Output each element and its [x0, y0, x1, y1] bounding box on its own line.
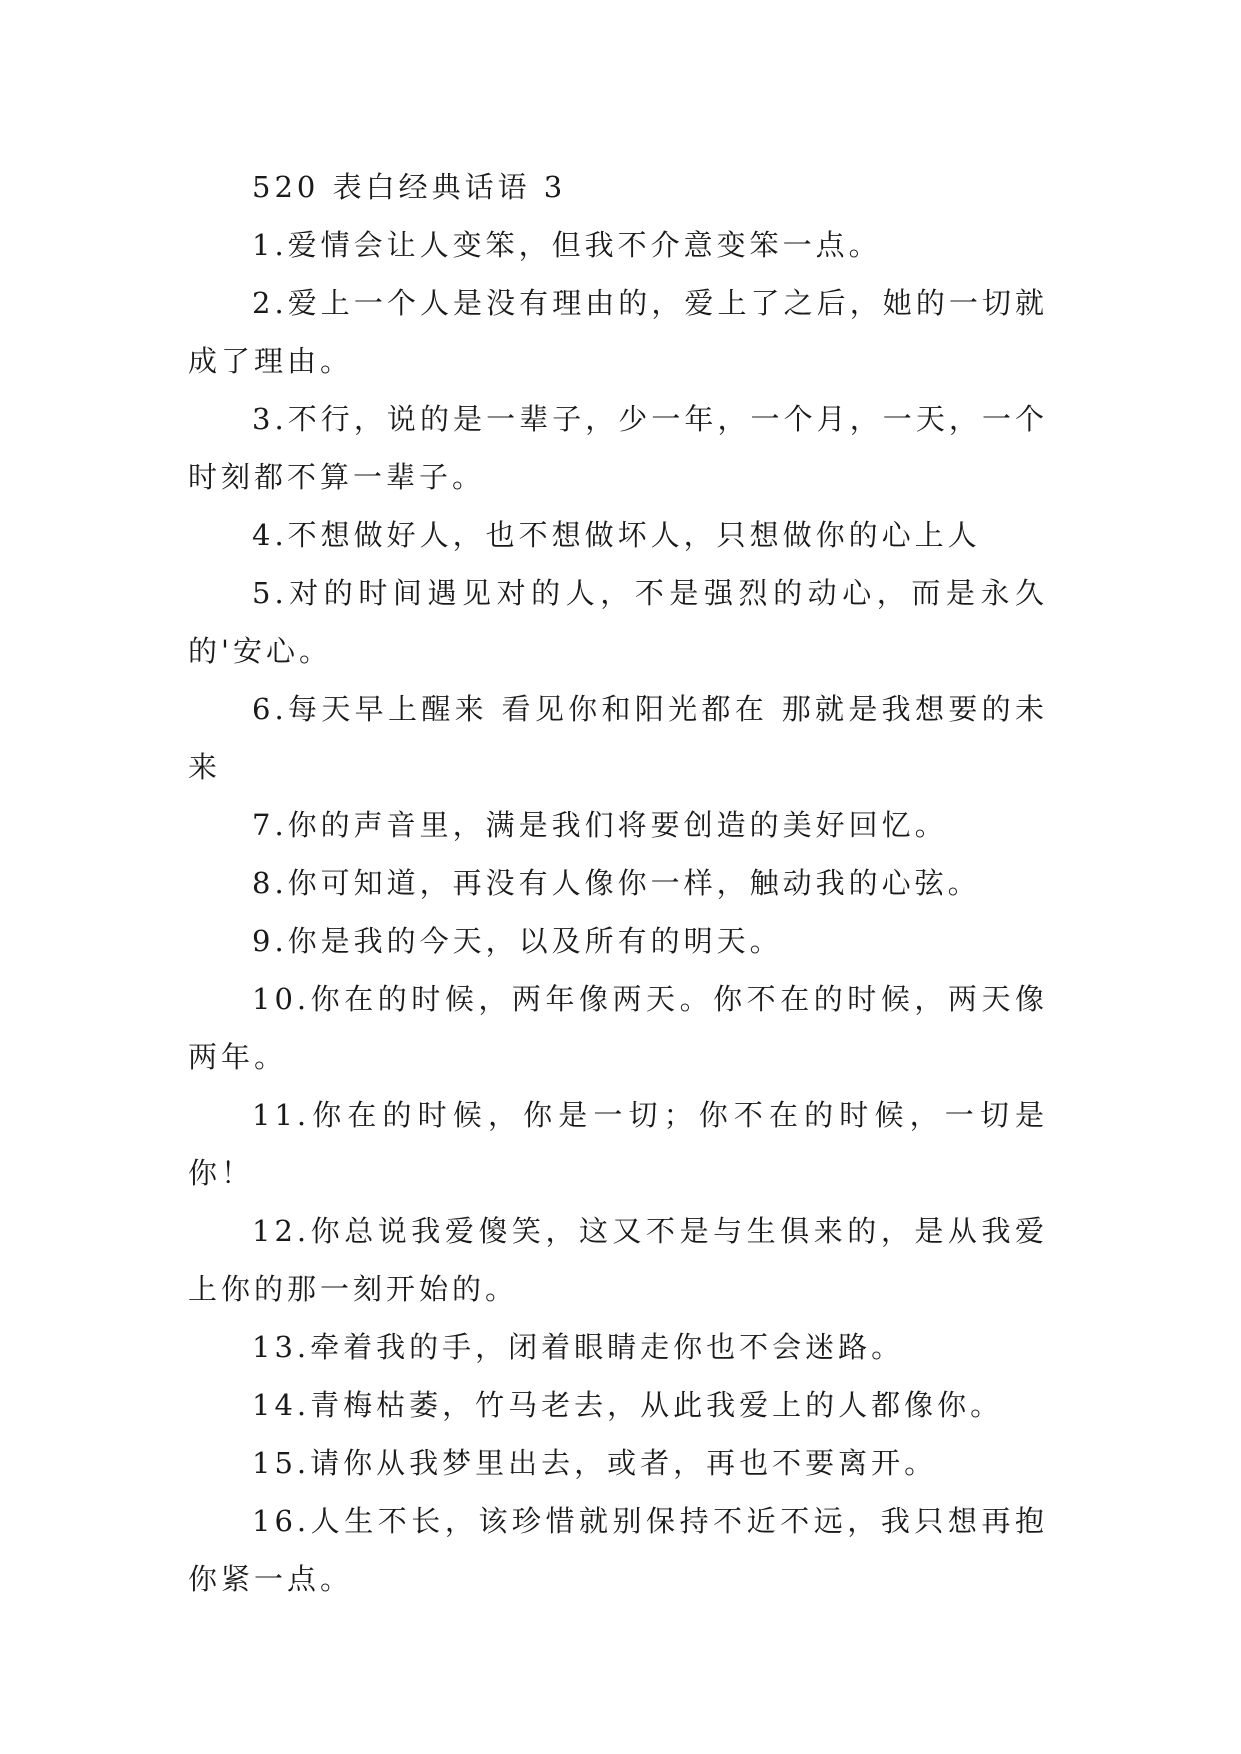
list-item: 2.爱上一个人是没有理由的，爱上了之后，她的一切就成了理由。 [188, 286, 1048, 378]
list-item: 16.人生不长，该珍惜就别保持不近不远，我只想再抱你紧一点。 [188, 1504, 1048, 1596]
list-item: 13.牵着我的手，闭着眼睛走你也不会迷路。 [252, 1330, 905, 1364]
list-item: 9.你是我的今天，以及所有的明天。 [252, 924, 783, 958]
list-item: 8.你可知道，再没有人像你一样，触动我的心弦。 [252, 866, 981, 900]
list-item: 12.你总说我爱傻笑，这又不是与生俱来的，是从我爱上你的那一刻开始的。 [188, 1214, 1048, 1306]
list-item: 5.对的时间遇见对的人，不是强烈的动心，而是永久的'安心。 [188, 576, 1048, 668]
list-item: 14.青梅枯萎，竹马老去，从此我爱上的人都像你。 [252, 1388, 1004, 1422]
list-item: 10.你在的时候，两年像两天。你不在的时候，两天像两年。 [188, 982, 1048, 1074]
list-item: 7.你的声音里，满是我们将要创造的美好回忆。 [252, 808, 948, 842]
list-item: 3.不行，说的是一辈子，少一年，一个月，一天，一个时刻都不算一辈子。 [188, 402, 1048, 494]
list-item: 11.你在的时候，你是一切；你不在的时候，一切是你！ [188, 1098, 1048, 1190]
document-body [188, 158, 1048, 1608]
list-item: 1.爱情会让人变笨，但我不介意变笨一点。 [252, 228, 882, 262]
list-item: 6.每天早上醒来 看见你和阳光都在 那就是我想要的未来 [188, 692, 1048, 784]
list-item: 4.不想做好人，也不想做坏人，只想做你的心上人 [252, 518, 981, 552]
list-item: 15.请你从我梦里出去，或者，再也不要离开。 [252, 1446, 938, 1480]
document-title: 520 表白经典话语 3 [252, 170, 567, 204]
